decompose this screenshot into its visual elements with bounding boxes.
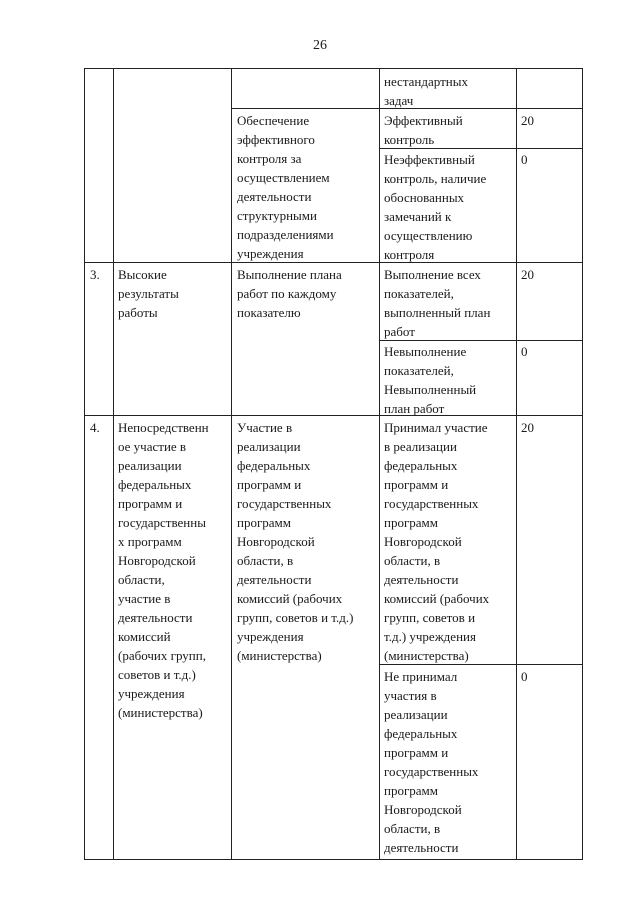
criterion-text: Выполнение всех показателей, выполненный план работ: [384, 267, 491, 339]
page-number: 26: [313, 38, 327, 53]
score-value: 0: [521, 152, 528, 167]
table-top-border: [84, 68, 583, 69]
score-value: 0: [521, 344, 528, 359]
table-col-divider-1: [113, 68, 114, 860]
table-border-left: [84, 68, 85, 860]
indicator-text: Обеспечение эффективного контроля за осуществлением деятельности структурными подразделениями учреждения: [237, 113, 334, 261]
row-number: 4.: [90, 420, 100, 435]
score-value: 20: [521, 420, 534, 435]
criterion-name: Непосредственн ое участие в реализации федеральных программ и государственны х программ Новгородской области, участие в деятельности комиссий (рабочих групп, советов и т.д.) учреждения (министерства): [118, 420, 209, 720]
criterion-text: Невыполнение показателей, Невыполненный план работ: [384, 344, 477, 416]
criterion-text: Не принимал участия в реализации федеральных программ и государственных программ Новгородской области, в деятельности: [384, 669, 479, 855]
criterion-name: Высокие результаты работы: [118, 267, 179, 320]
score-value: 20: [521, 267, 534, 282]
indicator-text: Выполнение плана работ по каждому показателю: [237, 267, 342, 320]
table-col-divider-2: [231, 68, 232, 860]
score-value: 0: [521, 669, 528, 684]
criterion-text: Принимал участие в реализации федеральных программ и государственных программ Новгородской области, в деятельности комиссий (рабочих групп, советов и т.д.) учреждения (министерства): [384, 420, 490, 663]
criterion-text: нестандартных задач: [384, 74, 468, 108]
score-value: 20: [521, 113, 534, 128]
table-bottom-border: [84, 859, 583, 860]
table-col-divider-4: [516, 68, 517, 860]
criterion-text: Неэффективный контроль, наличие обоснованных замечаний к осуществлению контроля: [384, 152, 487, 262]
table-border-right: [582, 68, 583, 860]
criterion-text: Эффективный контроль: [384, 113, 463, 147]
row-number: 3.: [90, 267, 100, 282]
table-col-divider-3: [379, 68, 380, 860]
indicator-text: Участие в реализации федеральных программ и государственных программ Новгородской области, в деятельности комиссий (рабочих групп, советов и т.д.) учреждения (министерства): [237, 420, 354, 663]
